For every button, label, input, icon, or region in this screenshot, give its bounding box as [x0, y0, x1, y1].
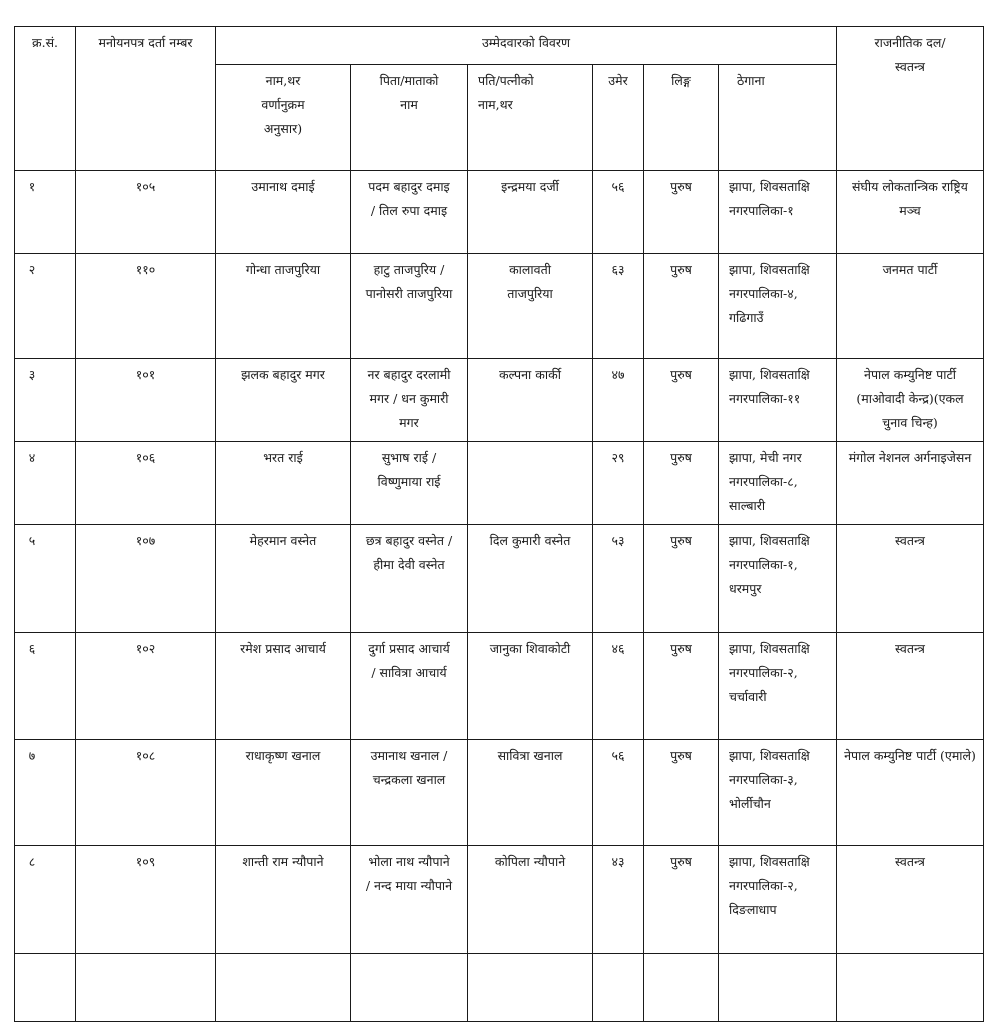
cell-sn: ८ — [15, 846, 76, 954]
cell-sn: ६ — [15, 633, 76, 740]
cell-age: ४३ — [593, 846, 644, 954]
table-row — [15, 525, 984, 633]
cell-parent: भोला नाथ न्यौपाने / नन्द माया न्यौपाने — [351, 846, 468, 954]
header-parent: पिता/माताको नाम — [351, 65, 468, 171]
cell-address: झापा, शिवसताक्षि नगरपालिका-४, गढिगाउँ — [719, 254, 837, 359]
cell-name: मेहरमान वस्नेत — [216, 525, 351, 633]
cell-spouse: दिल कुमारी वस्नेत — [468, 525, 593, 633]
cell-name: राधाकृष्ण खनाल — [216, 740, 351, 846]
cell-spouse: इन्द्रमया दर्जी — [468, 171, 593, 254]
cell-reg: १०१ — [76, 359, 216, 442]
cell-address: झापा, मेची नगर नगरपालिका-८, साल्बारी — [719, 442, 837, 525]
table-row — [15, 254, 984, 359]
cell-age: ४६ — [593, 633, 644, 740]
cell-gender: पुरुष — [644, 846, 719, 954]
cell-spouse: कालावती ताजपुरिया — [468, 254, 593, 359]
cell-party: मंगोल नेशनल अर्गनाइजेसन — [837, 442, 984, 525]
cell-reg: १०९ — [76, 846, 216, 954]
cell-address: झापा, शिवसताक्षि नगरपालिका-१, धरमपुर — [719, 525, 837, 633]
table-row — [15, 359, 984, 442]
cell-reg: ११० — [76, 254, 216, 359]
candidate-rows — [15, 171, 984, 1022]
cell-party: नेपाल कम्युनिष्ट पार्टी (माओवादी केन्द्र)(एकल चुनाव चिन्ह) — [837, 359, 984, 442]
table-row — [15, 171, 984, 254]
cell-sn: ४ — [15, 442, 76, 525]
header-name: नाम,थर वर्णानुक्रम अनुसार) — [216, 65, 351, 171]
cell-sn: ५ — [15, 525, 76, 633]
cell-name: भरत राई — [216, 442, 351, 525]
empty-table-row — [15, 954, 984, 1022]
empty-cell — [644, 954, 719, 1022]
cell-sn: २ — [15, 254, 76, 359]
cell-gender: पुरुष — [644, 633, 719, 740]
header-serial: क्र.सं. — [15, 27, 76, 171]
header-gender: लिङ्ग — [644, 65, 719, 171]
empty-cell — [216, 954, 351, 1022]
empty-cell — [593, 954, 644, 1022]
table-row — [15, 633, 984, 740]
cell-name: रमेश प्रसाद आचार्य — [216, 633, 351, 740]
header-party: राजनीतिक दल/स्वतन्त्र — [837, 27, 984, 171]
cell-address: झापा, शिवसताक्षि नगरपालिका-३, भोर्लीचौन — [719, 740, 837, 846]
cell-spouse: कल्पना कार्की — [468, 359, 593, 442]
cell-reg: १०८ — [76, 740, 216, 846]
candidate-table — [14, 26, 984, 1022]
cell-age: ४७ — [593, 359, 644, 442]
cell-gender: पुरुष — [644, 442, 719, 525]
cell-party: नेपाल कम्युनिष्ट पार्टी (एमाले) — [837, 740, 984, 846]
cell-gender: पुरुष — [644, 254, 719, 359]
cell-address: झापा, शिवसताक्षि नगरपालिका-२, चर्चावारी — [719, 633, 837, 740]
cell-party: जनमत पार्टी — [837, 254, 984, 359]
cell-spouse: जानुका शिवाकोटी — [468, 633, 593, 740]
cell-party: स्वतन्त्र — [837, 633, 984, 740]
cell-parent: दुर्गा प्रसाद आचार्य / सावित्रा आचार्य — [351, 633, 468, 740]
cell-age: ५६ — [593, 171, 644, 254]
cell-parent: छत्र बहादुर वस्नेत / हीमा देवी वस्नेत — [351, 525, 468, 633]
cell-name: गोन्धा ताजपुरिया — [216, 254, 351, 359]
cell-reg: १०६ — [76, 442, 216, 525]
cell-parent: पदम बहादुर दमाइ / तिल रुपा दमाइ — [351, 171, 468, 254]
cell-age: ५३ — [593, 525, 644, 633]
cell-gender: पुरुष — [644, 740, 719, 846]
cell-gender: पुरुष — [644, 525, 719, 633]
cell-parent: सुभाष राई / विष्णुमाया राई — [351, 442, 468, 525]
cell-party: स्वतन्त्र — [837, 846, 984, 954]
cell-age: ५६ — [593, 740, 644, 846]
cell-sn: ७ — [15, 740, 76, 846]
cell-spouse: कोपिला न्यौपाने — [468, 846, 593, 954]
empty-cell — [468, 954, 593, 1022]
header-age: उमेर — [593, 65, 644, 171]
cell-name: शान्ती राम न्यौपाने — [216, 846, 351, 954]
empty-cell — [15, 954, 76, 1022]
cell-sn: १ — [15, 171, 76, 254]
empty-cell — [351, 954, 468, 1022]
cell-name: झलक बहादुर मगर — [216, 359, 351, 442]
cell-spouse — [468, 442, 593, 525]
header-registration-number: मनोयनपत्र दर्ता नम्बर — [76, 27, 216, 171]
cell-gender: पुरुष — [644, 359, 719, 442]
cell-age: ६३ — [593, 254, 644, 359]
cell-name: उमानाथ दमाई — [216, 171, 351, 254]
cell-address: झापा, शिवसताक्षि नगरपालिका-१ — [719, 171, 837, 254]
header-candidate-details: उम्मेदवारको विवरण — [216, 27, 837, 65]
cell-party: संघीय लोकतान्त्रिक राष्ट्रिय मञ्च — [837, 171, 984, 254]
cell-parent: नर बहादुर दरलामी मगर / धन कुमारी मगर — [351, 359, 468, 442]
cell-parent: उमानाथ खनाल / चन्द्रकला खनाल — [351, 740, 468, 846]
cell-party: स्वतन्त्र — [837, 525, 984, 633]
header-address: ठेगाना — [719, 65, 837, 171]
header-spouse: पति/पत्नीको नाम,थर — [468, 65, 593, 171]
cell-gender: पुरुष — [644, 171, 719, 254]
table-row — [15, 442, 984, 525]
cell-parent: हाटु ताजपुरिय / पानोसरी ताजपुरिया — [351, 254, 468, 359]
cell-age: २९ — [593, 442, 644, 525]
empty-cell — [76, 954, 216, 1022]
cell-reg: १०७ — [76, 525, 216, 633]
cell-sn: ३ — [15, 359, 76, 442]
cell-spouse: सावित्रा खनाल — [468, 740, 593, 846]
table-row — [15, 846, 984, 954]
cell-reg: १०५ — [76, 171, 216, 254]
table-row — [15, 740, 984, 846]
cell-address: झापा, शिवसताक्षि नगरपालिका-११ — [719, 359, 837, 442]
cell-reg: १०२ — [76, 633, 216, 740]
empty-cell — [719, 954, 837, 1022]
empty-cell — [837, 954, 984, 1022]
cell-address: झापा, शिवसताक्षि नगरपालिका-२, दिङलाधाप — [719, 846, 837, 954]
